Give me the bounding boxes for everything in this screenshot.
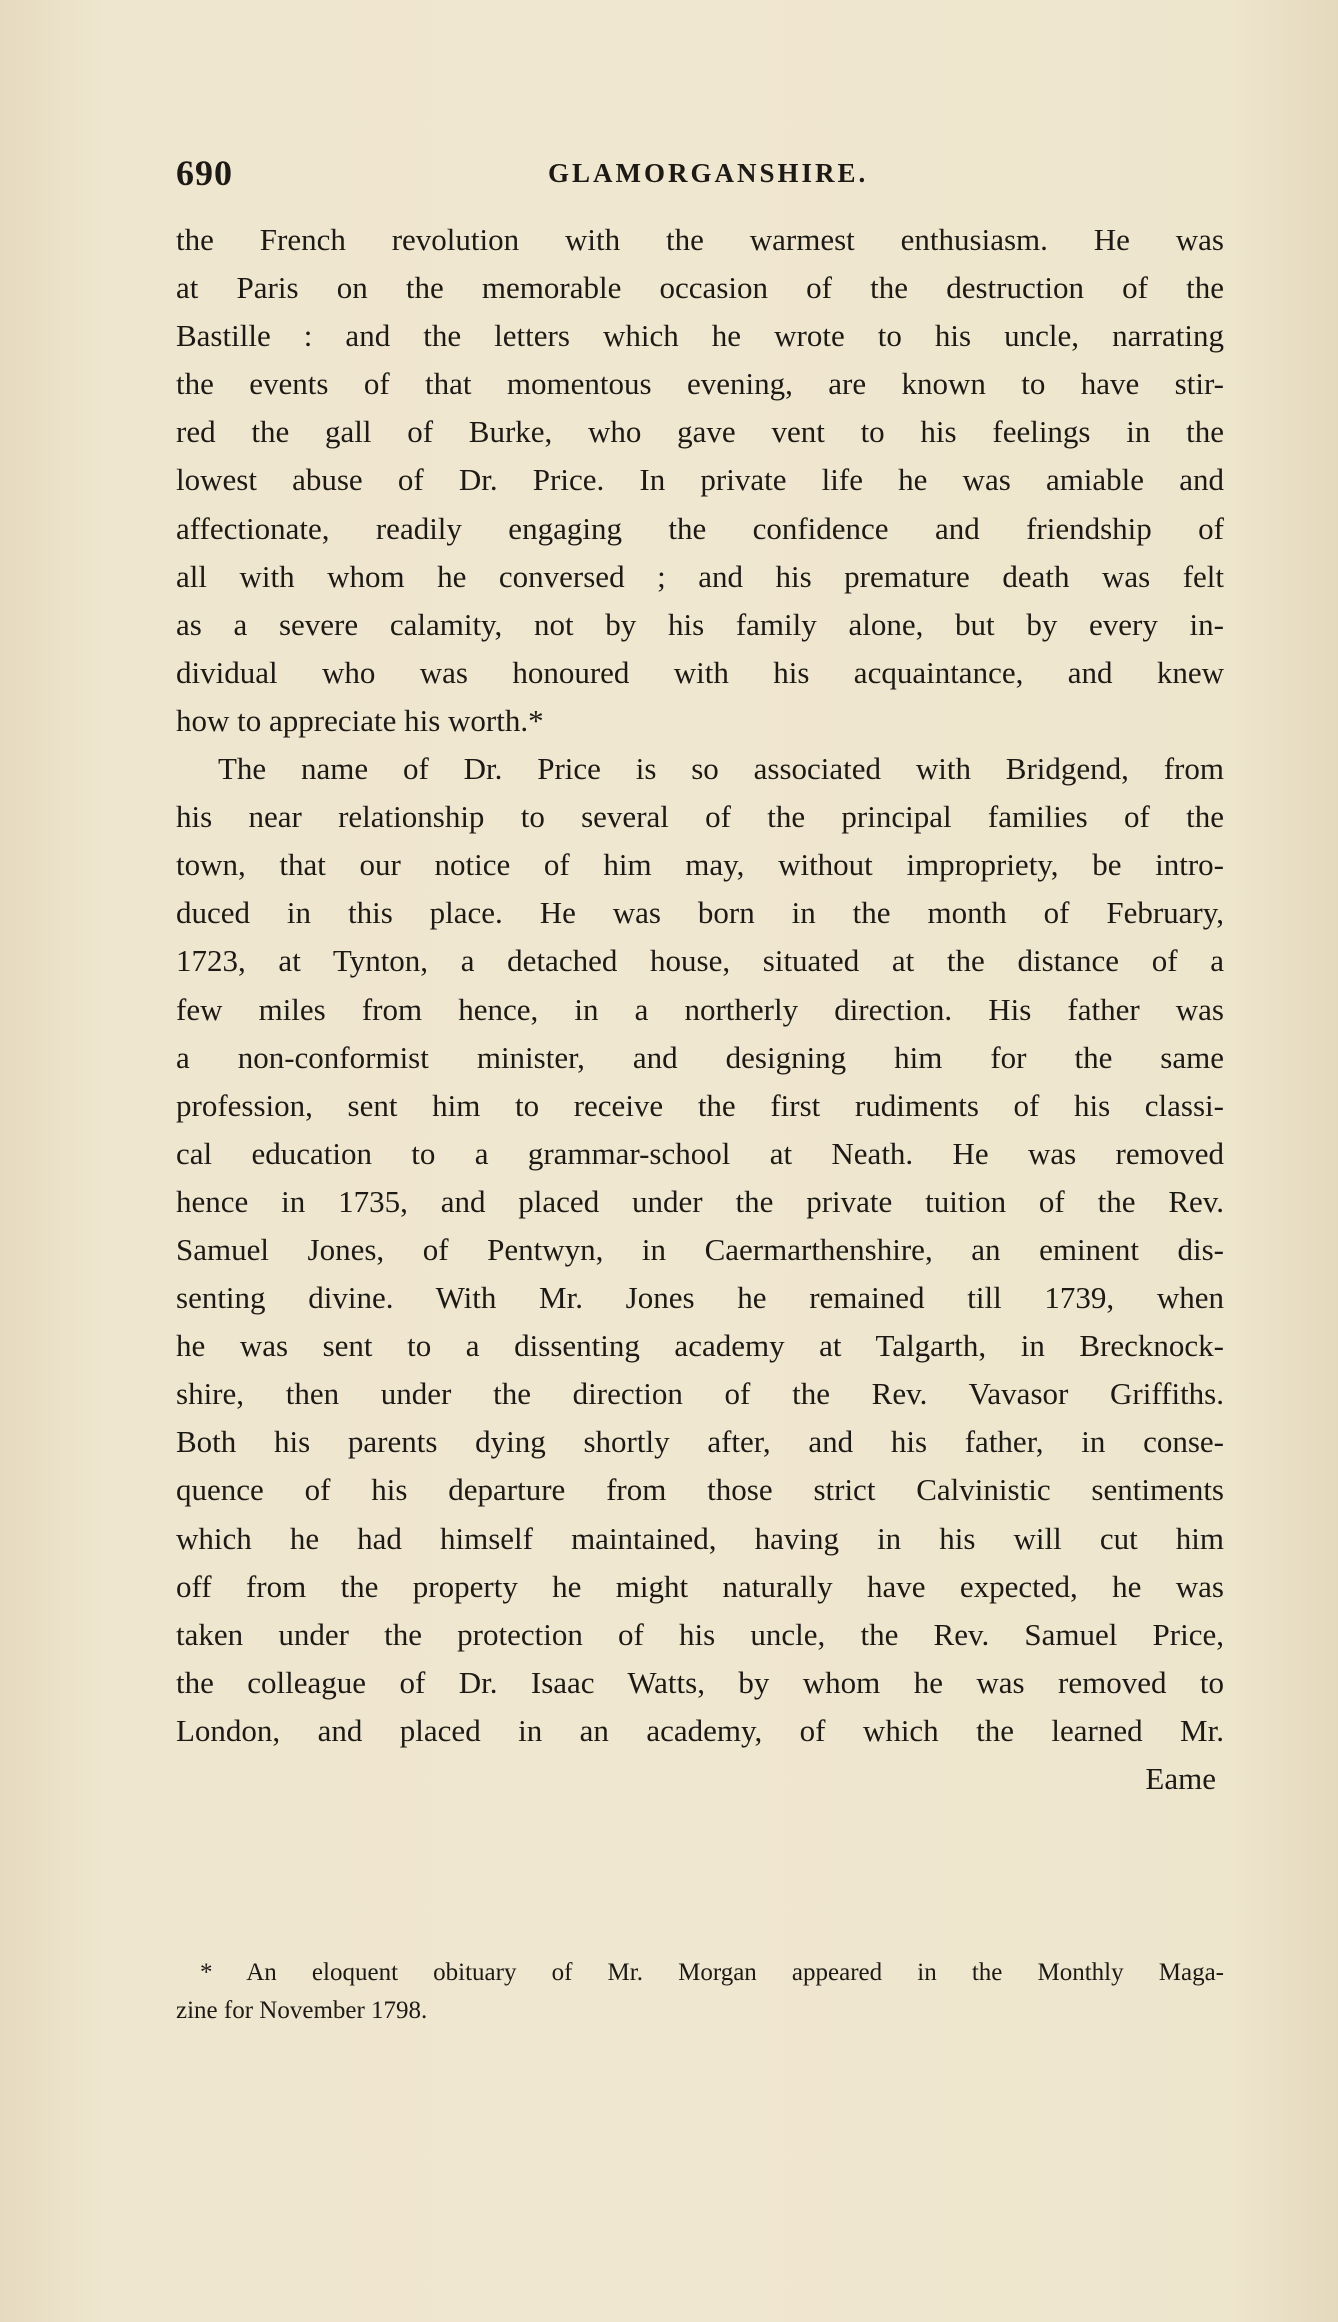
- running-head: GLAMORGANSHIRE.: [548, 158, 869, 188]
- text-line: lowest abuse of Dr. Price. In private life he was amiable and: [176, 462, 1224, 498]
- text-line: hence in 1735, and placed under the private tuition of the Rev.: [176, 1183, 1224, 1219]
- text-line: a non-conformist minister, and designing him for the same: [176, 1039, 1224, 1075]
- text-line: 1723, at Tynton, a detached house, situated at the distance of a: [176, 943, 1224, 979]
- text-line: shire, then under the direction of the Rev. Vavasor Griffiths.: [176, 1376, 1224, 1412]
- text-line: senting divine. With Mr. Jones he remained till 1739, when: [176, 1280, 1224, 1316]
- text-line: he was sent to a dissenting academy at Talgarth, in Brecknock-: [176, 1328, 1224, 1364]
- page-header: [176, 152, 1226, 192]
- text-line: off from the property he might naturally have expected, he was: [176, 1568, 1224, 1604]
- text-line: few miles from hence, in a northerly direction. His father was: [176, 991, 1224, 1027]
- text-line: taken under the protection of his uncle, the Rev. Samuel Price,: [176, 1616, 1224, 1652]
- text-line: Both his parents dying shortly after, and his father, in conse-: [176, 1424, 1224, 1460]
- text-line: Samuel Jones, of Pentwyn, in Caermarthenshire, an eminent dis-: [176, 1231, 1224, 1267]
- text-line: quence of his departure from those strict Calvinistic sentiments: [176, 1472, 1224, 1508]
- text-line: London, and placed in an academy, of which the learned Mr.: [176, 1712, 1224, 1748]
- text-line: which he had himself maintained, having in his will cut him: [176, 1520, 1224, 1556]
- text-line: red the gall of Burke, who gave vent to his feelings in the: [176, 414, 1224, 450]
- text-line: his near relationship to several of the principal families of the: [176, 799, 1224, 835]
- text-line: affectionate, readily engaging the confidence and friendship of: [176, 510, 1224, 546]
- text-line: at Paris on the memorable occasion of the destruction of the: [176, 270, 1224, 306]
- footnote-line: zine for November 1798.: [176, 1997, 428, 2024]
- footnote-line: * An eloquent obituary of Mr. Morgan appeared in the Monthly Maga-: [200, 1959, 1224, 1986]
- text-line: the colleague of Dr. Isaac Watts, by whom he was removed to: [176, 1664, 1224, 1700]
- text-line: town, that our notice of him may, without impropriety, be intro-: [176, 847, 1224, 883]
- footnote: [176, 1954, 1224, 2030]
- text-line: cal education to a grammar-school at Neath. He was removed: [176, 1135, 1224, 1171]
- text-line: the events of that momentous evening, are known to have stir-: [176, 366, 1224, 402]
- text-line: duced in this place. He was born in the month of February,: [176, 895, 1224, 931]
- text-line: Bastille : and the letters which he wrote to his uncle, narrating: [176, 318, 1224, 354]
- paragraph-start-line: The name of Dr. Price is so associated with Bridgend, from: [218, 751, 1224, 787]
- text-line: all with whom he conversed ; and his premature death was felt: [176, 558, 1224, 594]
- text-line: dividual who was honoured with his acquaintance, and knew: [176, 654, 1224, 690]
- page-number: 690: [176, 153, 233, 193]
- text-line: as a severe calamity, not by his family alone, but by every in-: [176, 606, 1224, 642]
- text-line: how to appreciate his worth.*: [176, 702, 544, 738]
- catchword: Eame: [1145, 1761, 1216, 1796]
- text-line: profession, sent him to receive the first rudiments of his classi-: [176, 1087, 1224, 1123]
- body-text: [176, 216, 1224, 1803]
- text-line: the French revolution with the warmest enthusiasm. He was: [176, 222, 1224, 257]
